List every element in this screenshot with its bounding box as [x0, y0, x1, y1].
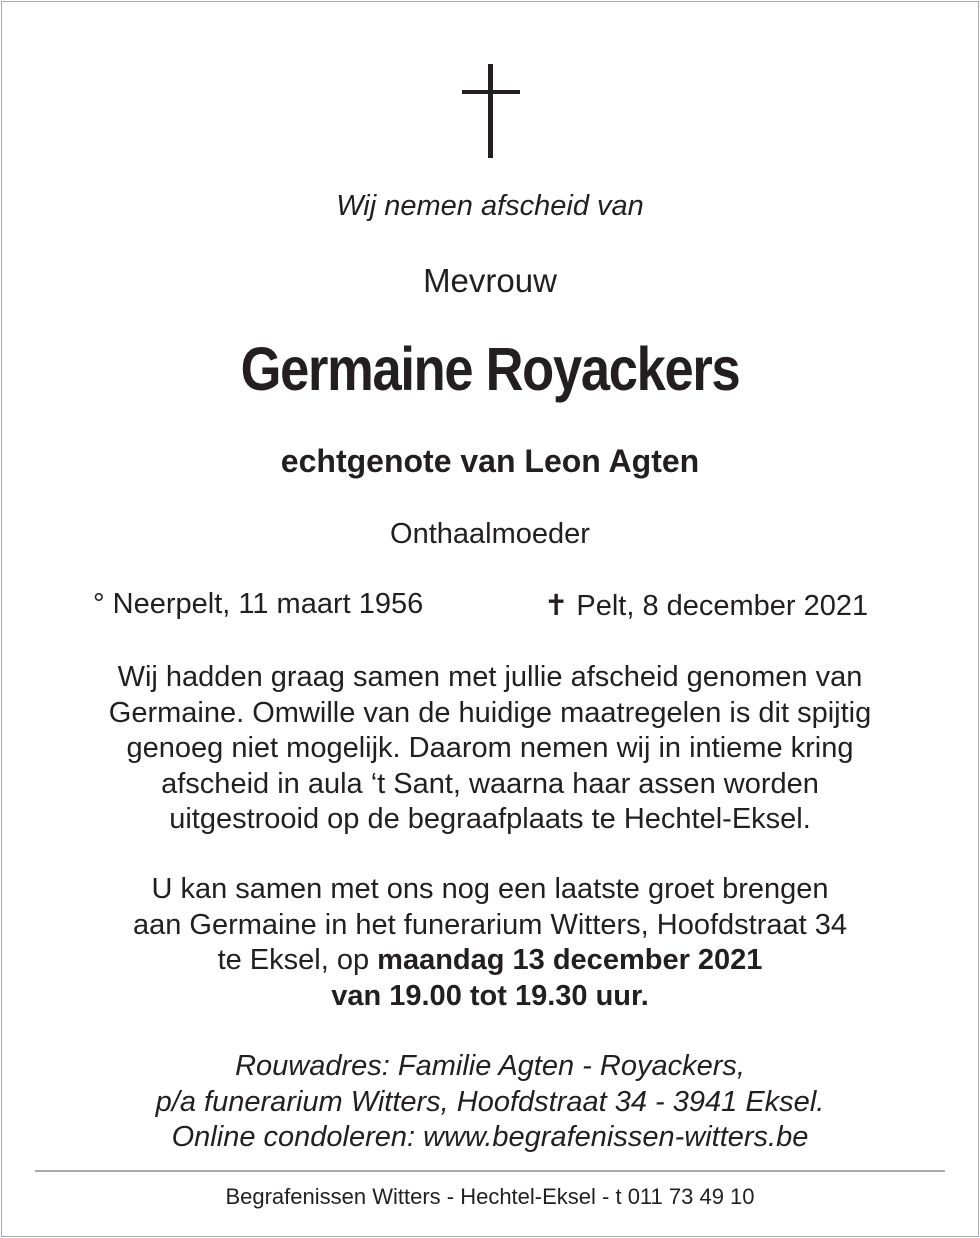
intro-text: Wij nemen afscheid van	[336, 190, 644, 222]
visitation-time: van 19.00 tot 19.30 uur.	[331, 979, 649, 1012]
cross-icon	[462, 64, 520, 158]
paragraph-line	[0, 943, 980, 979]
mourning-address	[0, 1049, 980, 1156]
paragraph-line: Germaine. Omwille van de huidige maatregelen is dit spijtig	[108, 696, 872, 729]
birth-date: ° Neerpelt, 11 maart 1956	[93, 588, 424, 620]
paragraph-line: afscheid in aula ‘t Sant, waarna haar assen worden	[161, 767, 819, 800]
paragraph-line: Wij hadden graag samen met jullie afscheid genomen van	[117, 661, 863, 693]
paragraph-line: U kan samen met ons nog een laatste groet brengen	[151, 873, 829, 905]
farewell-paragraph	[0, 660, 980, 838]
address-line: p/a funerarium Witters, Hoofdstraat 34 - 3941 Eksel.	[155, 1085, 825, 1118]
spouse-line: echtgenote van Leon Agten	[280, 443, 700, 479]
visitation-date: maandag 13 december 2021	[377, 944, 763, 976]
funeral-home-footer: Begrafenissen Witters - Hechtel-Eksel - t 011 73 49 10	[225, 1184, 755, 1209]
paragraph-line: genoeg niet mogelijk. Daarom nemen wij in intieme kring	[126, 732, 854, 764]
visitation-paragraph	[0, 872, 980, 1014]
paragraph-line: uitgestrooid op de begraafplaats te Hechtel-Eksel.	[169, 803, 811, 835]
dates-row	[0, 588, 980, 628]
deceased-name: Germaine Royackers	[240, 335, 740, 403]
visitation-location: te Eksel, op	[217, 944, 378, 976]
footer-divider	[35, 1170, 945, 1172]
address-line: Rouwadres: Familie Agten - Royackers,	[235, 1050, 745, 1082]
honorific: Mevrouw	[423, 262, 557, 299]
death-date: ✝ Pelt, 8 december 2021	[544, 590, 869, 622]
occupation: Onthaalmoeder	[390, 518, 590, 550]
paragraph-line: aan Germaine in het funerarium Witters, Hoofdstraat 34	[132, 908, 848, 941]
condolence-website: Online condoleren: www.begrafenissen-witters.be	[171, 1121, 809, 1153]
